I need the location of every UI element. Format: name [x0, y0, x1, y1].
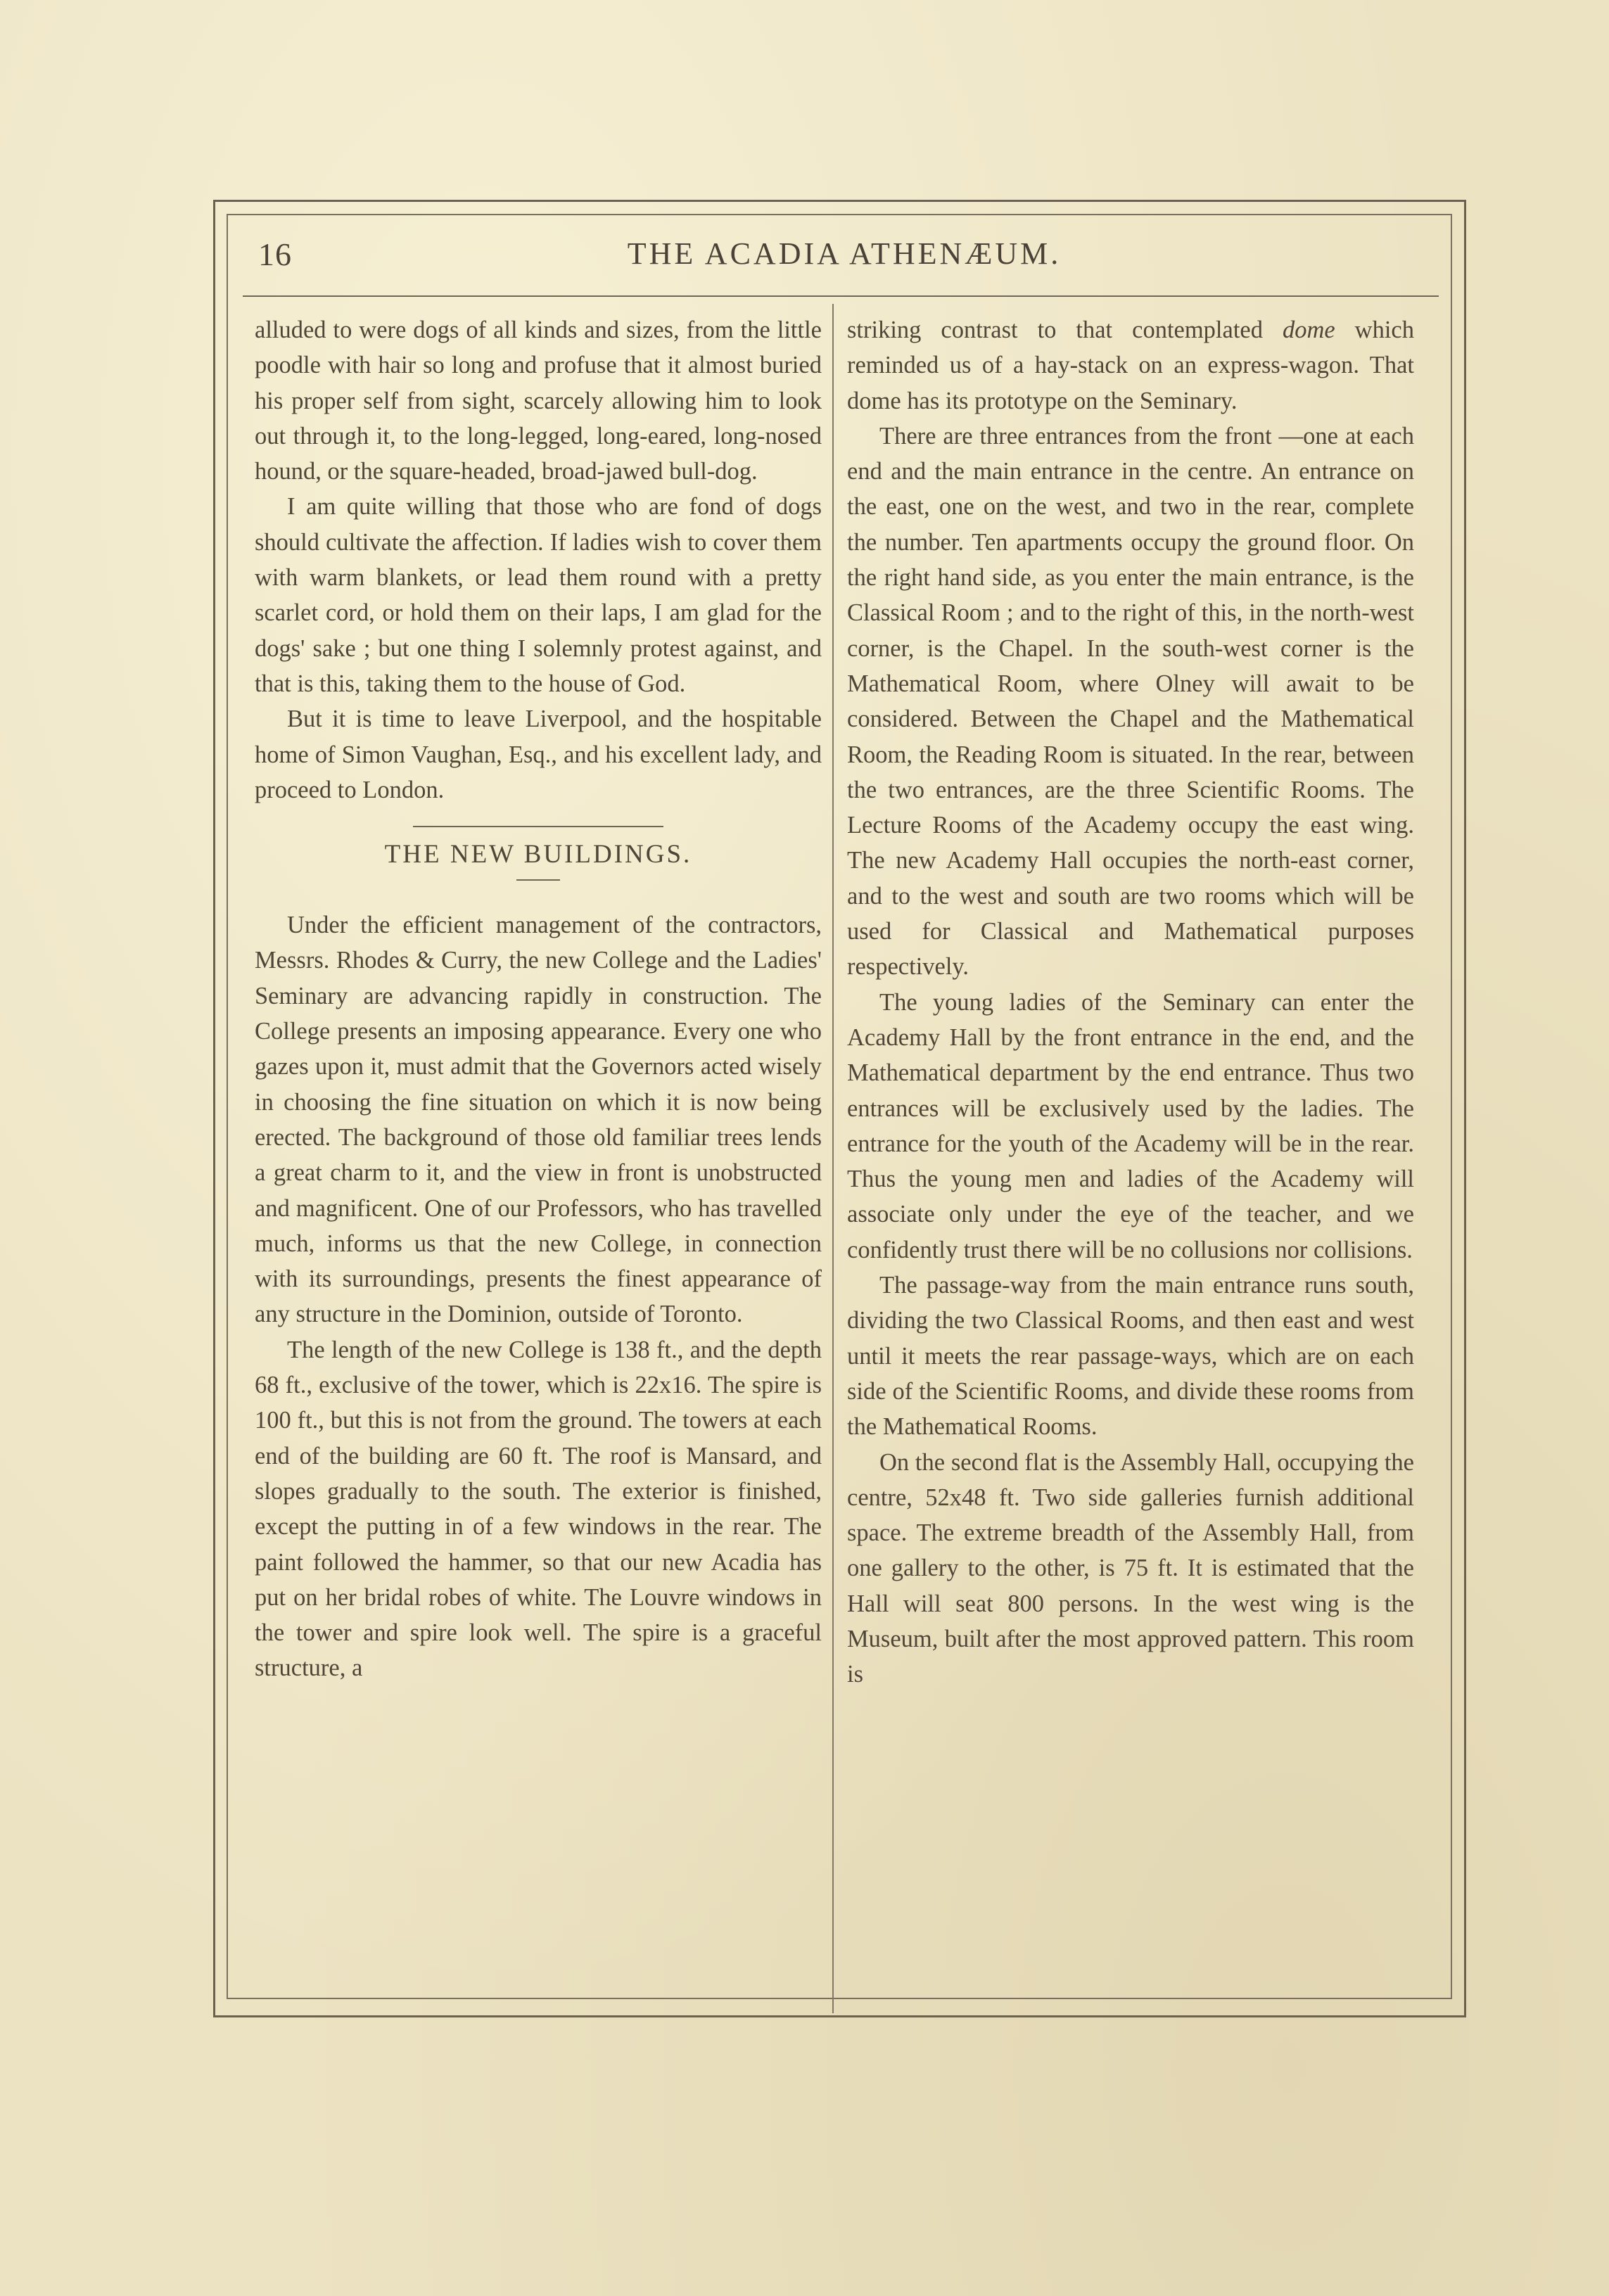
column-divider — [832, 304, 834, 2013]
header-rule — [243, 295, 1439, 297]
paragraph: The passage-way from the main entrance runs south, dividing the two Classical Rooms, and then east and west until it meets the rear passage-ways, which are on each side of the Scientific Rooms, and divide these rooms from the Mathematical Rooms. — [847, 1272, 1414, 1441]
paragraph: Under the efficient management of the contractors, Messrs. Rhodes & Curry, the new College and the Ladies' Seminary are advancing rapidly in construction. The College presents an imposing appearance. Every one who gazes upon it, must admit that the Governors acted wisely in choosing the fine situation on which it is now being erected. The background of those old familiar trees lends a great charm to it, and the view in front is unobstructed and magnificent. One of our Professors, who has travelled much, informs us that the new College, in connection with its surroundings, presents the finest appearance of any structure in the Dominion, outside of Toronto. — [255, 912, 822, 1328]
paragraph: But it is time to leave Liverpool, and the hospitable home of Simon Vaughan, Esq., and his excellent lady, and proceed to London. — [255, 706, 822, 803]
paragraph: alluded to were dogs of all kinds and sizes, from the little poodle with hair so long and profuse that it almost buried his proper self from sight, scarcely allowing him to look out through it, to the long-legged, long-eared, long-nosed hound, or the square-headed, broad-jawed bull-dog. — [255, 317, 822, 485]
paragraph: On the second flat is the Assembly Hall, occupying the centre, 52x48 ft. Two side galleries furnish additional space. The extreme breadth of the Assembly Hall, from one gallery to the other, is 75 ft. It is estimated that the Hall will seat 800 persons. In the west wing is the Museum, built after the most approved pattern. This room is — [847, 1448, 1414, 1688]
italic-word: dome — [1282, 317, 1335, 343]
right-column — [847, 312, 1414, 1692]
paragraph: There are three entrances from the front —one at each end and the main entrance in the centre. An entrance on the east, one on the west, and two in the rear, complete the number. Ten apartments occupy the ground floor. On the right hand side, as you enter the main entrance, is the Classical Room ; and to the right of this, in the north-west corner, is the Chapel. In the south-west corner is the Mathematical Room, where Olney will await to be considered. Between the Chapel and the Mathematical Room, the Reading Room is situated. In the rear, between the two entrances, are the three Scientific Rooms. The Lecture Rooms of the Academy occupy the east wing. The new Academy Hall occupies the north-east corner, and to the west and south are two rooms which will be used for Classical and Mathematical purposes respectively. — [847, 422, 1414, 981]
paragraph — [847, 312, 1414, 419]
paragraph: The young ladies of the Seminary can enter the Academy Hall by the front entrance in the end, and the Mathematical department by the end entrance. Thus two entrances will be exclusively used by the ladies. The entrance for the youth of the Academy will be in the rear. Thus the young men and ladies of the Academy will associate only under the eye of the teacher, and we confidently trust there will be no collusions nor collisions. — [847, 988, 1414, 1263]
page-number: 16 — [258, 236, 292, 272]
section-title: THE NEW BUILDINGS. — [384, 840, 692, 869]
page-header — [250, 236, 1439, 285]
section-rule-short — [516, 879, 560, 881]
paragraph: I am quite willing that those who are fond of dogs should cultivate the affection. If ladies wish to cover them with warm blankets, or lead them round with a pretty scarlet cord, or hold them on their laps, I am glad for the dogs' sake ; but one thing I solemnly protest against, and that is this, taking them to the house of God. — [255, 493, 822, 697]
text-run: which reminded us of a hay-stack on an express-wagon. That dome has its prototype on the Seminary. — [847, 317, 1414, 414]
text-run: striking contrast to that contemplated — [847, 317, 1283, 343]
running-title: THE ACADIA ATHENÆUM. — [627, 236, 1062, 271]
paragraph: The length of the new College is 138 ft., and the depth 68 ft., exclusive of the tower, which is 22x16. The spire is 100 ft., but this is not from the ground. The towers at each end of the building are 60 ft. The roof is Mansard, and slopes gradually to the south. The exterior is finished, except the putting in of a few windows in the rear. The paint followed the hammer, so that our new Acadia has put on her bridal robes of white. The Louvre windows in the tower and spire look well. The spire is a graceful structure, a — [255, 1336, 822, 1682]
left-column — [255, 312, 822, 1686]
section-rule — [413, 826, 663, 827]
